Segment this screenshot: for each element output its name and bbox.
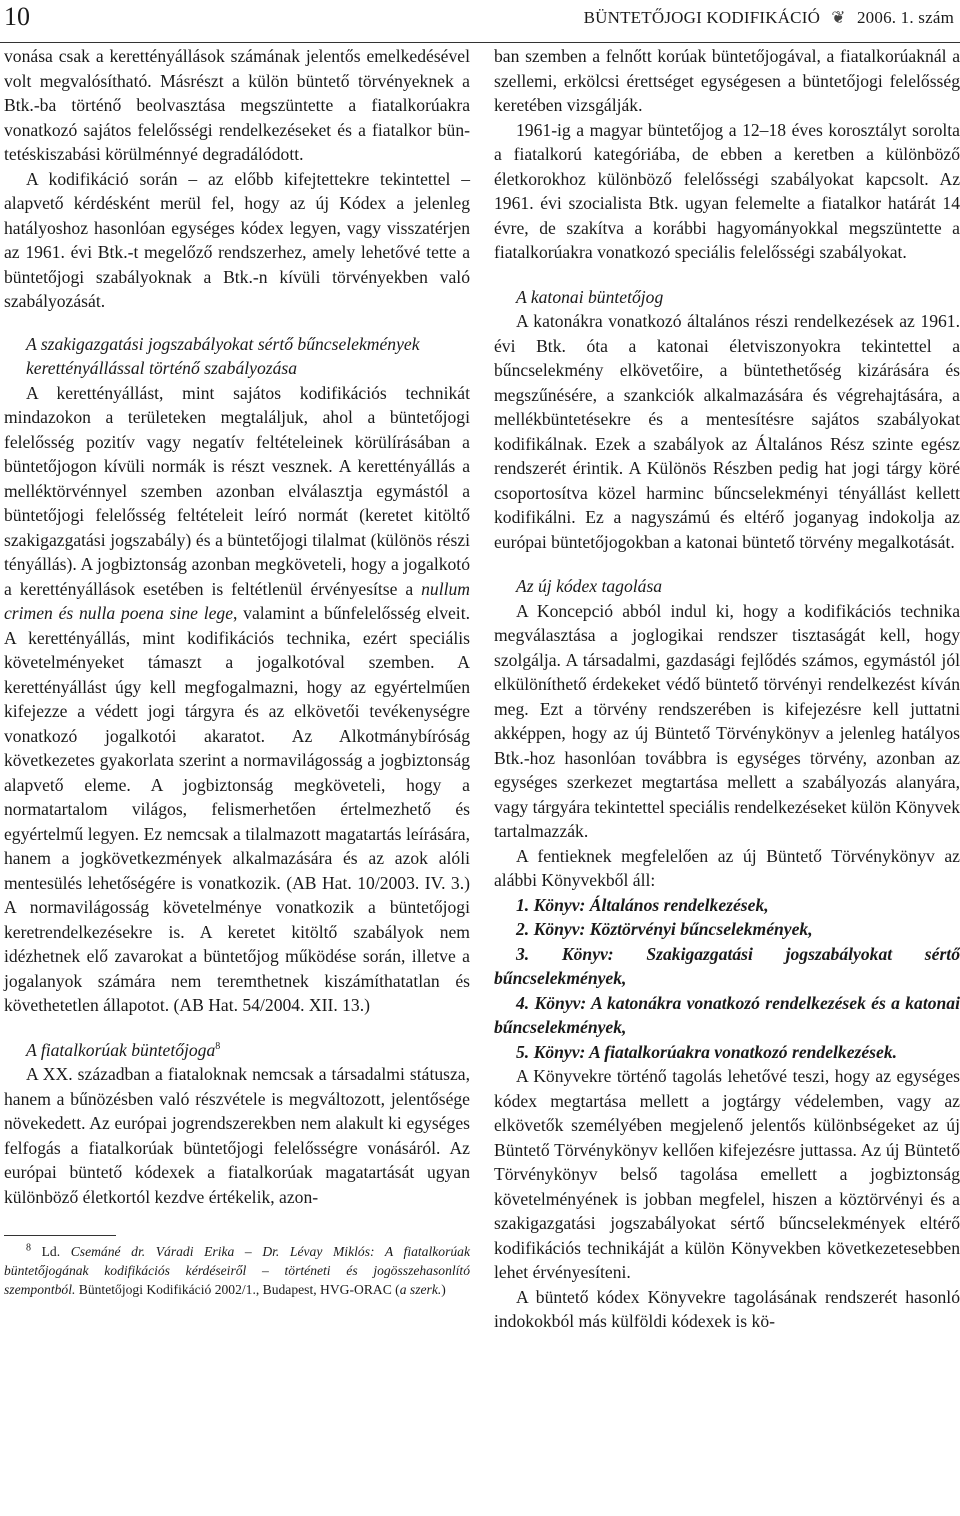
text-run: ) <box>441 1282 446 1297</box>
paragraph: A kodifikáció során – az előbb kifejtettekre tekintettel – alapvető kérdésként merül fel, hogy az új Kódex a jelenleg hatályoshoz hasonlóan egységes kódex legyen, vagy visszatérjen az 1961. évi Btk.-t megelőző rendszerhez, amely lehetővé tette a büntetőjogi szabályoknak a Btk.-n kívüli törvényekben való szabályozását. <box>4 168 470 311</box>
section-heading: A szakigazgatási jogszabályokat sértő bűncselekmények kerettényállással történő szabályozása <box>26 333 420 378</box>
paragraph: A XX. században a fiataloknak nemcsak a társadalmi státusza, hanem a bűnözésben való részvétele is megváltozott, jelentősége növekedett. Az európai jogrendszerekben nem alakult ki egységes felfogás a fiatalkorúak büntetőjogi felelősségre vonásáról. Az európai büntető kódexek a fiatalkorúak magatartását ugyan különböző életkortól kezdve értékelik, azon- <box>4 1064 470 1207</box>
left-column <box>4 44 470 1299</box>
issue-label: 2006. 1. szám <box>856 8 954 27</box>
section-heading <box>4 1038 470 1063</box>
footnote-divider <box>4 1235 116 1236</box>
paragraph: A katonákra vonatkozó általános részi rendelkezések az 1961. évi Btk. óta a katonai életviszonyokra tekintettel a bűncselekmény elkövetőire, a büntethetőség kizárására és megszűnésére, a szankciók alkalmazására és végrehajtására, a mellékbüntetésekre és a mentesítésre sajátos szabályokat kodifikálnak. Ezek a szabályok az Általános Rész szinte egész rendszerét érintik. A Különös Részben pedig hat jogi tárgy köré csoportosítva közel harminc bűncselekményi tényállást kellett kodifikálni. Ez a nagyszámú és eltérő joganyag indokolja az európai büntetőjogokban a katonai büntető törvény megalkotását. <box>494 311 960 552</box>
running-header <box>0 2 960 43</box>
text-run: , valamint a bűnfelelősség elveit. A kerettényállás, mint kodifikációs technika, ezért speciális követelményeket támaszt a jogalkotóval szemben. A kerettényállást úgy kell megfogalmazni, hogy az egyértelműen kifejezze a védett jogi tárgyra és az elkövetői tevékenységre vonatkozó jogalkotói akaratot. Az Alkotmánybíróság következetes gyakorlata szerint a normavilágosság a jogbiztonság alapvető eleme. A jogbiztonság megköveteli, hogy a normatartalom világos, felismerhetően értelmezhető és egyértelmű legyen. Ez nemcsak a tilalmazott magatartás leírására, hanem a jogkövetkezmények alkalmazására és az azok alóli mentesülés lehetőségére is vonatkozik. (AB Hat. 10/2003. IV. 3.) A normavilágosság követelménye vonatkozik a büntetőjogi keretrendelkezésekre is. A keretet kitöltő szabályok nem idézhetnek elő zavarokat a büntetőjog működése során, illetve a jogalanyok számára nem teremthetnek kiszámíthatatlan és követhetetlen állapotot. (AB Hat. 54/2004. XII. 13.) <box>4 603 470 1015</box>
paragraph: A fentieknek megfelelően az új Büntető Törvénykönyv az alábbi Könyvekből áll: <box>494 845 960 890</box>
footnote-citation: Csemáné dr. Váradi Erika – Dr. Lévay Miklós: A fiatalkorúak büntetőjogának kodifikációs kérdéseiről – történeti és jogösszehasonlító szempontból. <box>4 1244 470 1297</box>
text-run: Ld. <box>41 1244 71 1259</box>
paragraph: ban szemben a felnőtt korúak büntetőjogával, a fiatalkorúaknál a szellemi, erkölcsi érettséget egységesen a büntetőjogi felelősség keretében vizsgálják. <box>494 46 960 115</box>
footnote <box>4 1242 470 1299</box>
paragraph: 1961-ig a magyar büntetőjog a 12–18 éves korosztályt sorolta a fiatalkorú kategóriába, de ebben a keretben a különböző életkorokhoz különböző felelősségi szabályokat kapcsolt. Az 1961. évi szocialista Btk. ugyan felemelte a fiatalkor határát 14 évre, de szakítva a korábbi hagyományokkal megszüntette a fiatalkorúakra vonatkozó speciális felelősségi szabályokat. <box>494 119 960 262</box>
paragraph <box>4 381 470 1018</box>
text-run: A kerettényállást, mint sajátos kodifikációs technikát mindazokon a területeken megtaláljuk, ahol a büntetőjogi felelősség pozitív vagy negatív feltételeinek körülírásában a büntetőjogon kívüli normák is részt vesznek. A kerettényállás a melléktörvénnyel szemben azonban elválasztja egymástól a büntetőjogi felelősség feltételeit leíró normát (keretet kitöltő szakigazgatási jogszabály) és a büntetőjogi tilalmat (különös részi tényállás). A jogbiztonság azonban megköveteli, hogy a jogalkotó a kerettényállások esetében is feltétlenül érvényesítse a <box>4 382 470 599</box>
text-run: a szerk. <box>399 1282 442 1297</box>
section-heading: Az új kódex tagolása <box>516 576 663 596</box>
journal-title: BÜNTETŐJOGI KODIFIKÁCIÓ <box>583 8 821 27</box>
paragraph: vonása csak a kerettényállások számának jelentős emelkedésével volt megvalósítható. Másrészt a külön büntető törvényeknek a Btk.-ba történő beolvasztása megszüntette a fiatalkorúakra vonatkozó sajátos felelősségi rendelkezéseket és a fiatalkor büntetéskiszabási körülménnyé degradálódott. <box>4 46 470 164</box>
text-run: Büntetőjogi Kodifikáció 2002/1., Budapest, HVG-ORAC ( <box>75 1282 400 1297</box>
paragraph: A Koncepció abból indul ki, hogy a kodifikációs technika megválasztása a joglogikai rendszer tisztaságát kell, hogy szolgálja. A társadalmi, gazdasági fejlődés számos, egymástól jól elkülöníthető érdekeket védő büntető törvényi rendelkezést kíván meg. Ezt a törvény rendszerében is kifejezésre kell juttatni akképpen, hogy az új Büntető Törvénykönyv a jelenleg hatályos Btk.-hoz hasonlóan továbbra is egységes törvény, azonban az egységes szerkezet megtartása mellett a szabályozás alanyára, vagy tárgyára tekintettel speciális rendelkezéseket külön Könyvek tartalmazzák. <box>494 600 960 841</box>
book-list-item: 5. Könyv: A fiatalkorúakra vonatkozó rendelkezések. <box>516 1041 898 1062</box>
footnote-ref: 8 <box>215 1040 221 1052</box>
book-list-item: 3. Könyv: Szakigazgatási jogszabályokat sértő bűncselekmények, <box>494 943 960 988</box>
ornament-icon: ❦ <box>831 8 846 27</box>
paragraph: A büntető kódex Könyvekre tagolásának rendszerét hasonló indokokból más külföldi kódexek is kö- <box>494 1286 960 1331</box>
book-list-item: 2. Könyv: Köztörvényi bűncselekmények, <box>516 919 813 939</box>
book-list-item: 4. Könyv: A katonákra vonatkozó rendelkezések és a katonai bűncselekmények, <box>494 992 960 1037</box>
page-number: 10 <box>4 2 30 31</box>
latin-phrase: nullum crimen és nulla poena sine lege <box>4 578 470 623</box>
footnote-number: 8 <box>26 1242 31 1254</box>
paragraph: A Könyvekre történő tagolás lehetővé teszi, hogy az egységes kódex megtartása mellett a jogtárgy védelemben, vagy az elkövetők személyében megjelenő jelentős különbségeket az új Büntető Törvénykönyv kellően kifejezésre juttassa. Az új Büntető Törvénykönyv belső tagolása emellett a jogbiztonság követelményének is jobban megfelel, hiszen a köztörvényi és a szakigazgatási jogszabályokat sértő bűncselekmények eltérő kodifikációs technikáját a külön Könyvekben következetesebben lehet érvényesíteni. <box>494 1066 960 1282</box>
section-heading-text: A fiatalkorúak büntetőjoga <box>26 1039 216 1060</box>
section-heading: A katonai büntetőjog <box>516 286 664 307</box>
journal-header <box>584 8 954 28</box>
right-column <box>494 44 960 1334</box>
book-list-item: 1. Könyv: Általános rendelkezések, <box>516 894 769 915</box>
